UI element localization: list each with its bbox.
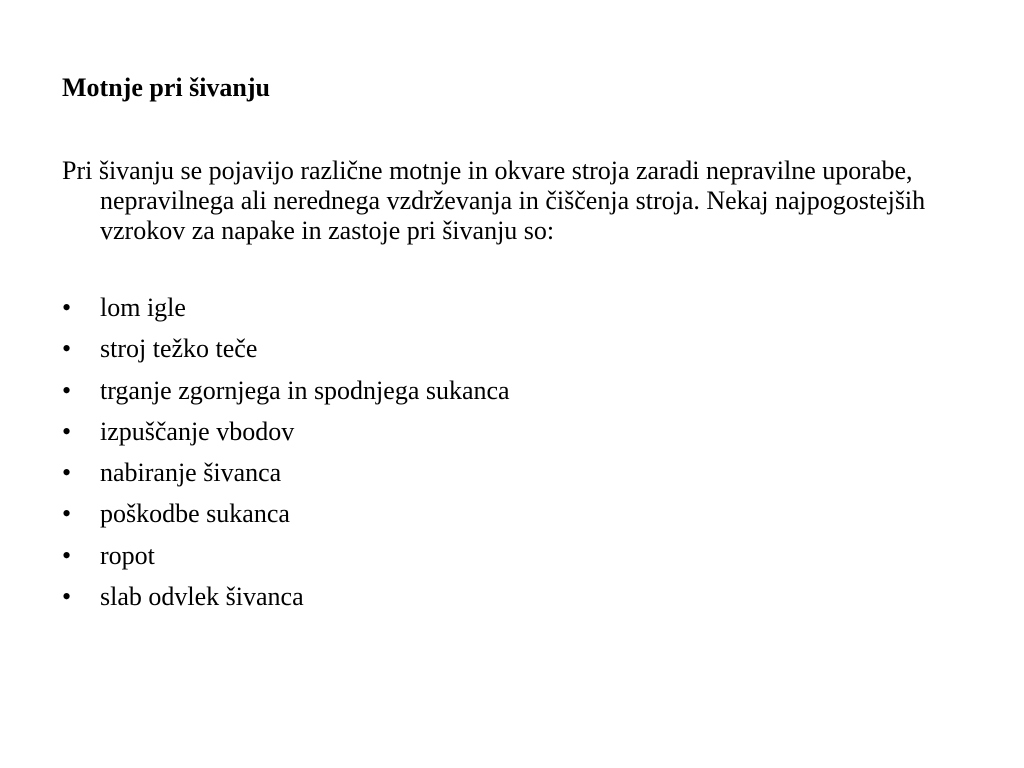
list-item [62,541,510,571]
bullet-icon: • [62,582,72,612]
list-item [62,417,510,447]
list-item-text: izpuščanje vbodov [100,416,295,446]
list-item-text: trganje zgornjega in spodnjega sukanca [100,375,510,405]
bullet-icon: • [62,375,72,405]
list-item [62,458,510,488]
list-item-text: stroj težko teče [100,334,258,364]
bullet-list [62,293,510,623]
list-item-text: slab odvlek šivanca [100,582,304,612]
list-item [62,582,510,612]
list-item-text: lom igle [100,293,186,322]
list-item-text: ropot [100,540,155,570]
slide-title: Motnje pri šivanju [62,73,270,102]
bullet-icon: • [62,334,72,364]
bullet-icon: • [62,458,72,488]
list-item [62,334,510,364]
list-item-text: poškodbe sukanca [100,499,290,529]
list-item [62,293,510,323]
bullet-icon: • [62,293,72,322]
list-item [62,376,510,406]
bullet-icon: • [62,416,72,446]
list-item [62,499,510,529]
list-item-text: nabiranje šivanca [100,458,282,488]
bullet-icon: • [62,540,72,570]
bullet-icon: • [62,499,72,529]
intro-paragraph: Pri šivanju se pojavijo različne motnje in okvare stroja zaradi nepravilne uporabe, nepravilnega ali nerednega vzdrževanja in čiščenja stroja. Nekaj najpogostejših vzrokov za napake in zastoje pri šivanju so: [62,156,926,245]
